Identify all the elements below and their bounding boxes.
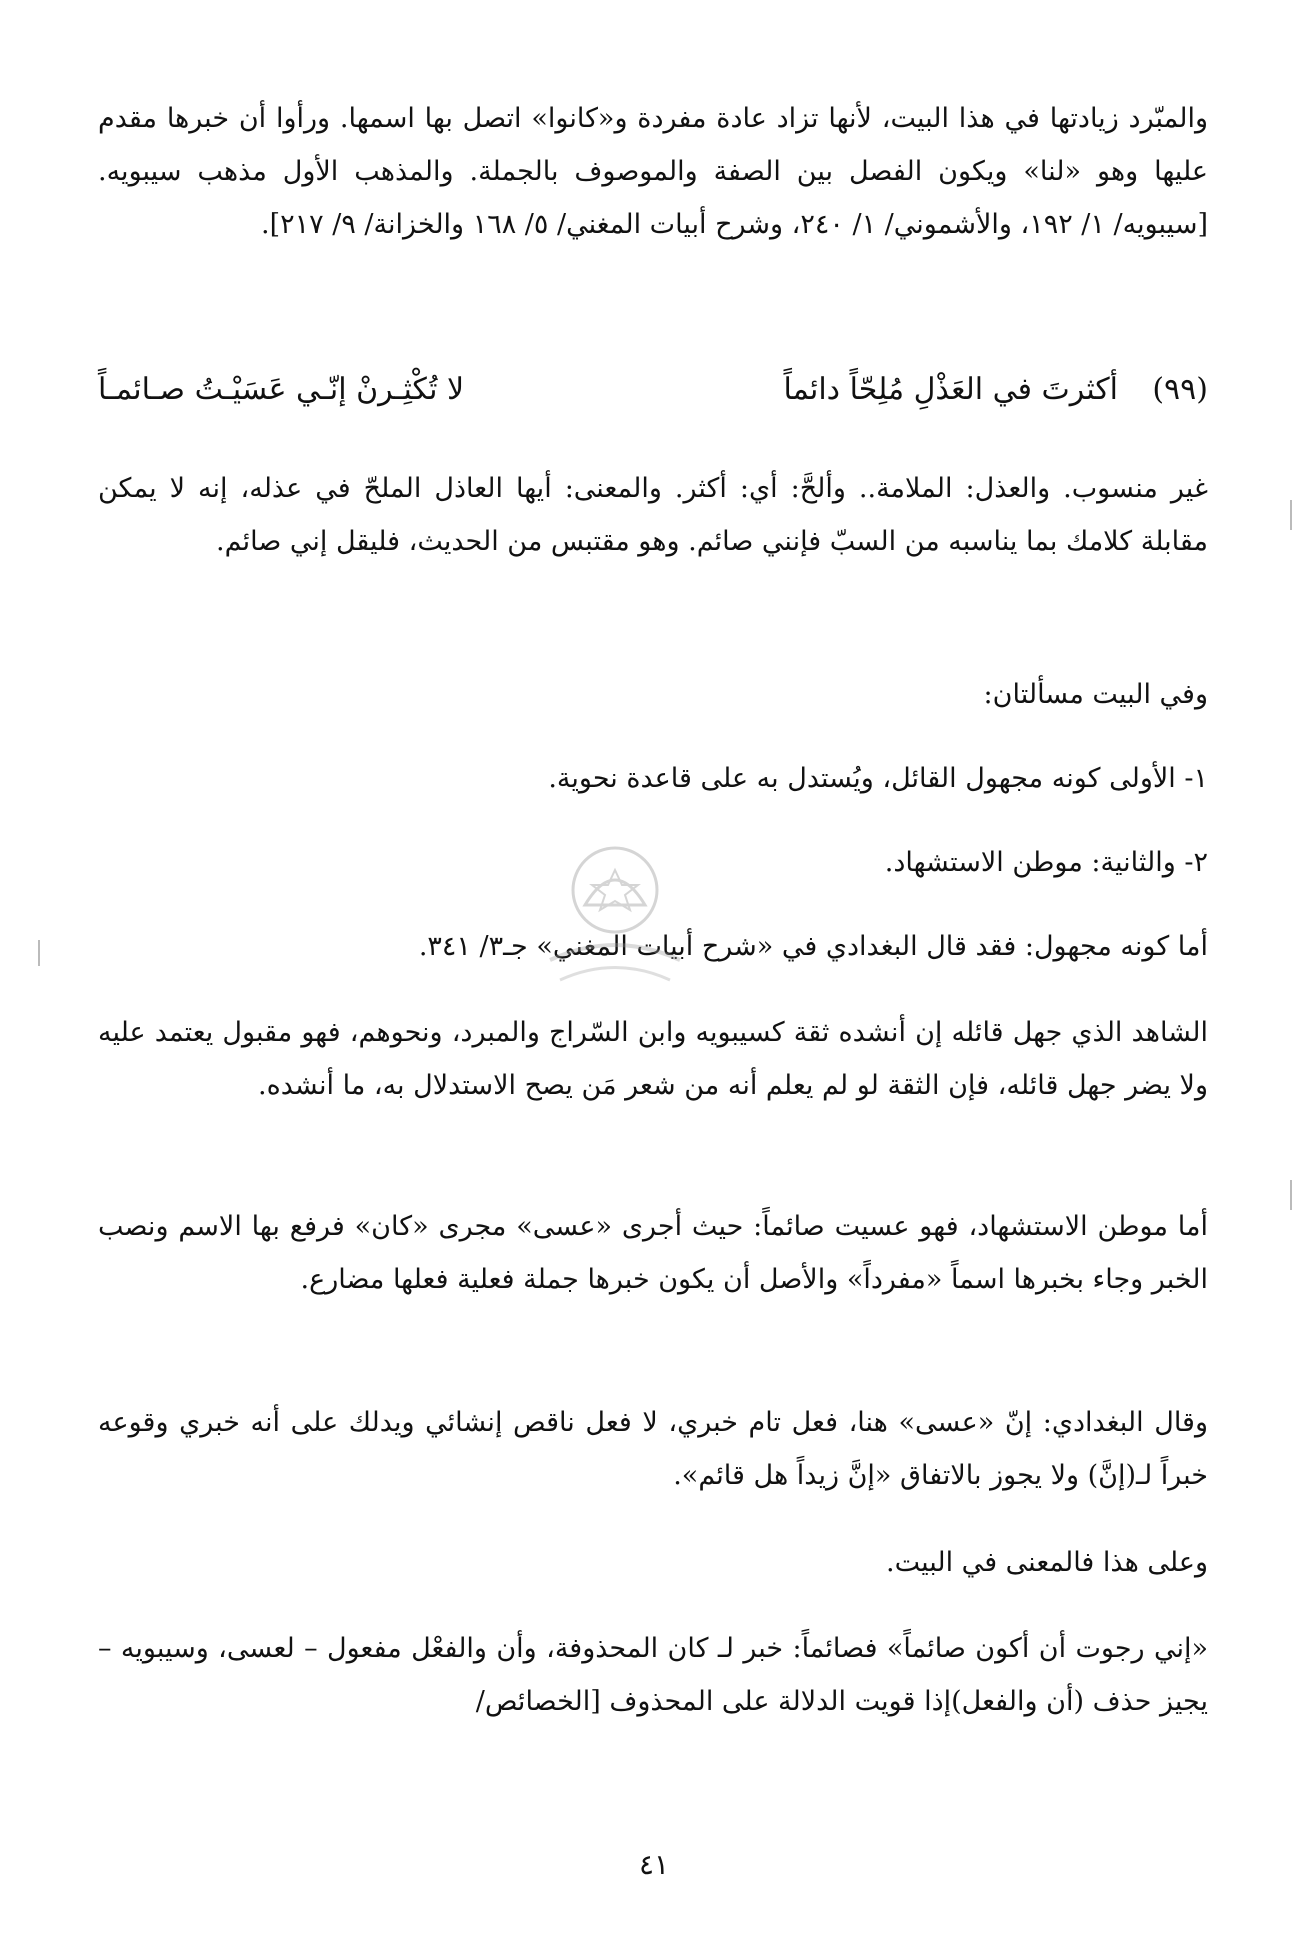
paragraph-9: وقال البغدادي: إنّ «عسى» هنا، فعل تام خبري، لا فعل ناقص إنشائي ويدلك على أنه خبري وقوعه خبراً لـ(إنَّ) ولا يجوز بالاتفاق «إنَّ زيداً هل قائم». (98, 1407, 1208, 1491)
scan-artifact (38, 940, 40, 966)
paragraph-10: وعلى هذا فالمعنى في البيت. (885, 1547, 1208, 1578)
paragraph-7: الشاهد الذي جهل قائله إن أنشده ثقة كسيبويه وابن السّراج والمبرد، ونحوهم، فهو مقبول يعتمد عليه ولا يضر جهل قائله، فإن الثقة لو لم يعلم أنه من شعر مَن يصح الاستدلال به، ما أنشده. (98, 1017, 1208, 1101)
paragraph-4: ١- الأولى كونه مجهول القائل، ويُستدل به على قاعدة نحوية. (548, 763, 1208, 794)
scan-artifact (1290, 500, 1292, 530)
scan-artifact (1290, 1180, 1292, 1210)
library-seal-icon (530, 835, 700, 995)
paragraph-6: أما كونه مجهول: فقد قال البغدادي في «شرح أبيات المغني» جـ٣/ ٣٤١. (418, 931, 1208, 962)
paragraph-8: أما موطن الاستشهاد، فهو عسيت صائماً: حيث أجرى «عسى» مجرى «كان» فرفع بها الاسم ونصب الخبر وجاء بخبرها اسماً «مفرداً» والأصل أن يكون خبرها جملة فعلية فعلها مضارع. (98, 1211, 1208, 1295)
paragraph-2: غير منسوب. والعذل: الملامة.. وألحَّ: أي: أكثر. والمعنى: أيها العاذل الملحّ في عذله، إنه لا يمكن مقابلة كلامك بما يناسبه من السبّ فإنني صائم. وهو مقتبس من الحديث، فليقل إني صائم. (98, 473, 1208, 557)
paragraph-11: «إني رجوت أن أكون صائماً» فصائماً: خبر لـ كان المحذوفة، وأن والفعْل مفعول – لعسى، وسيبويه – يجيز حذف (أن والفعل)إذا قويت الدلالة على المحذوف [الخصائص/ (98, 1633, 1208, 1717)
poetry-verse (98, 372, 1208, 432)
paragraph-3: وفي البيت مسألتان: (983, 679, 1208, 710)
verse-first-hemistich: أكثرتَ في العَذْلِ مُلِحّاً دائماً (783, 372, 1118, 407)
paragraph-5: ٢- والثانية: موطن الاستشهاد. (884, 847, 1208, 878)
paragraph-1: والمبّرد زيادتها في هذا البيت، لأنها تزاد عادة مفردة و«كانوا» اتصل بها اسمها. ورأوا أن خبرها مقدم عليها وهو «لنا» ويكون الفصل بين الصفة والموصوف بالجملة. والمذهب الأول مذهب سيبويه. [سيبويه/ ١/ ١٩٢، والأشموني/ ١/ ٢٤٠، وشرح أبيات المغني/ ٥/ ١٦٨ والخزانة/ ٩/ ٢١٧]. (98, 103, 1208, 240)
verse-second-hemistich: لا تُكْثِـرنْ إنّـي عَسَيْـتُ صـائمـاً (98, 372, 465, 407)
verse-number: (٩٩) (1152, 372, 1208, 407)
page-number: ٤١ (638, 1848, 670, 1881)
